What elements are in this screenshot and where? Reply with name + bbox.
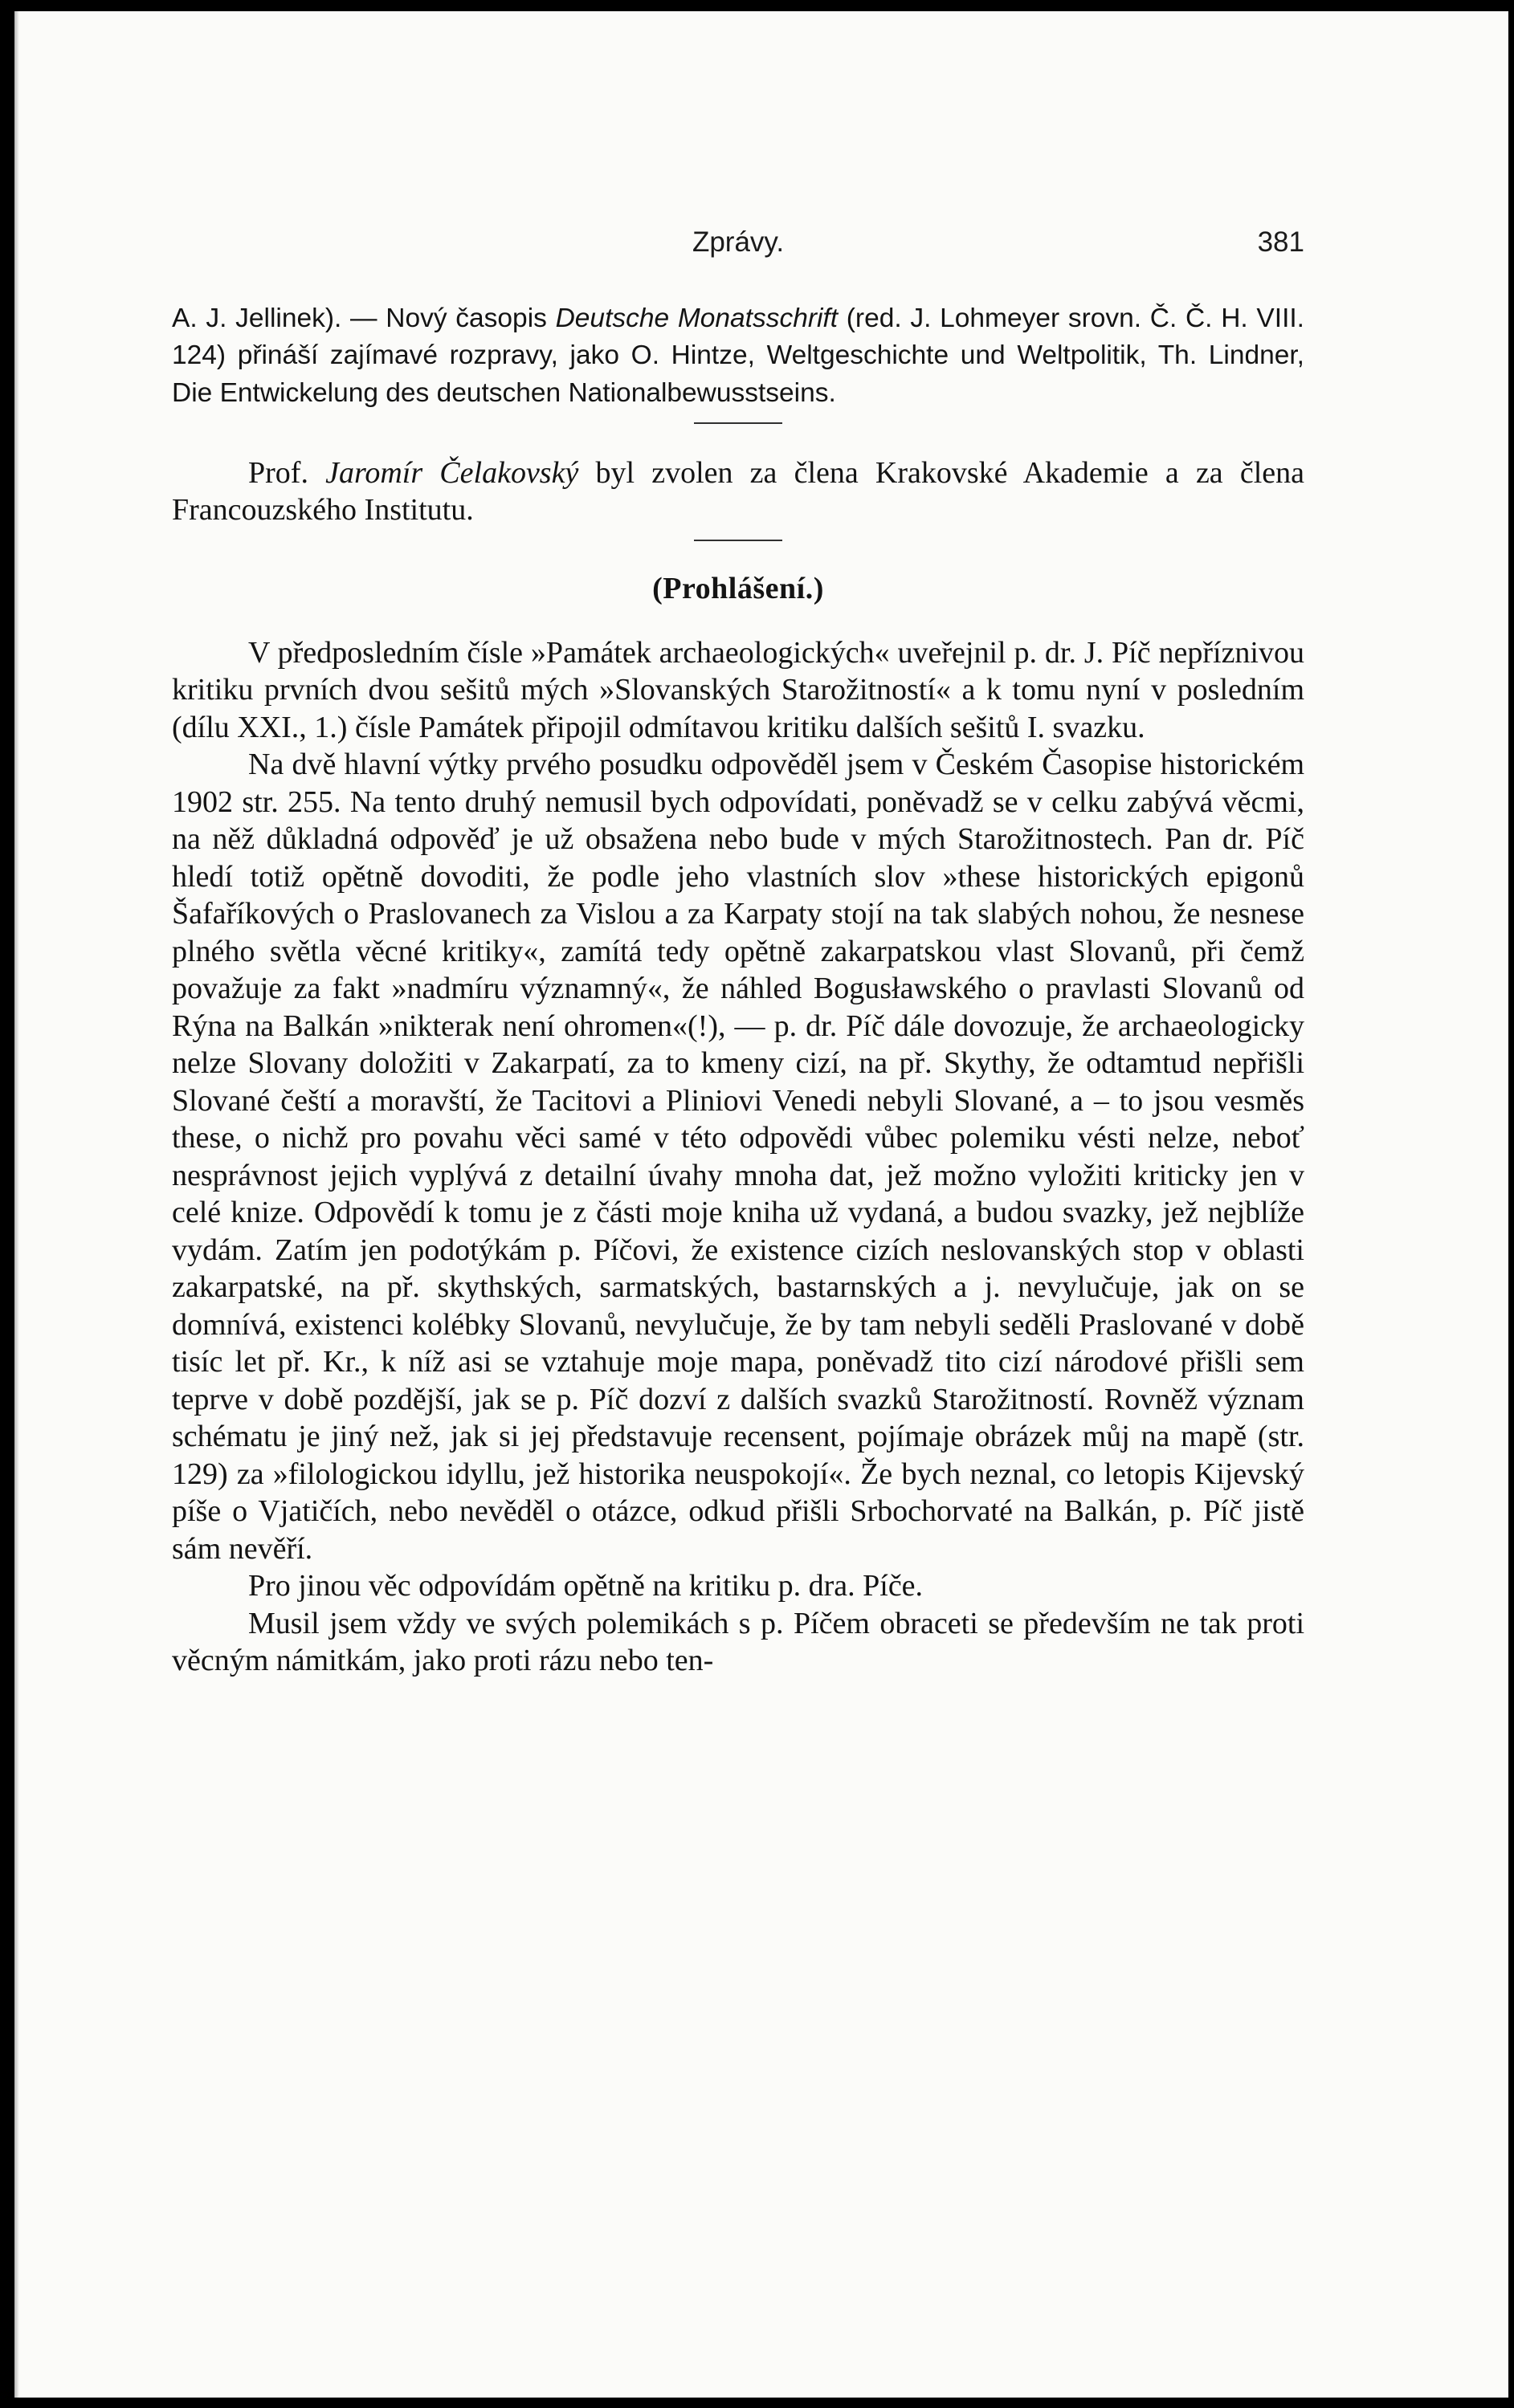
notice-monatsschrift-text-before: A. J. Jellinek). — Nový časopis [172,304,556,333]
page [14,11,1508,2398]
notice-celakovsky [172,454,1304,529]
person-name: Jaromír Čelakovský [325,455,579,490]
notice-monatsschrift [172,300,1304,412]
declaration-heading: (Prohlášení.) [652,571,824,605]
declaration-paragraph: Pro jinou věc odpovídám opětně na kritiku p. dra. Píče. [248,1569,924,1603]
section-divider [694,540,782,541]
page-number: 381 [1257,226,1304,258]
journal-title: Deutsche Monatsschrift [555,304,839,333]
running-title: Zprávy. [692,226,785,258]
page-header [172,226,1304,267]
declaration-paragraph: V předposledním čísle »Památek archaeologických« uveřejnil p. dr. J. Píč nepříznivou kritiku prvních dvou sešitů mých »Slovanských Starožitností« a k tomu nyní v posledním (dílu XXI., 1.) čísle Památek připojil odmítavou kritiku dalších sešitů I. svazku. [172,635,1304,744]
notice-celakovsky-text-before: Prof. [248,455,326,490]
notice-monatsschrift-text-after: (red. J. Lohmeyer srovn. Č. Č. H. VIII. 124) přináší zajímavé rozpravy, jako O. Hintze, Weltgeschichte und Weltpolitik, Th. Lindner, Die Entwickelung des deutschen Nationalbewusstseins. [172,304,1304,408]
notice-celakovsky-text-after: byl zvolen za člena Krakovské Akademie a za člena Francouzského Institutu. [172,455,1304,528]
text-body [172,300,1304,1680]
section-divider [694,422,782,424]
declaration-paragraph: Musil jsem vždy ve svých polemikách s p. Píčem obraceti se především ne tak proti věcným námitkám, jako proti rázu nebo ten- [172,1606,1304,1678]
declaration-paragraph: Na dvě hlavní výtky prvého posudku odpověděl jsem v Českém Časopise historickém 1902 str. 255. Na tento druhý nemusil bych odpovídati, poněvadž se v celku zabývá věcmi, na něž důkladná odpověď je už obsažena nebo bude v mých Starožitnostech. Pan dr. Píč hledí totiž opětně dovoditi, že podle jeho vlastních slov »these historických epigonů Šafaříkových o Praslovanech za Vislou a za Karpaty stojí na tak slabých nohou, že nesnese plného světla věcné kritiky«, zamítá tedy opětně zakarpatskou vlast Slovanů, při čemž považuje za fakt »nadmíru významný«, že náhled Bogusławského o pravlasti Slovanů od Rýna na Balkán »nikterak není ohromen«(!), — p. dr. Píč dále dovozuje, že archaeologicky nelze Slovany doložiti v Zakarpatí, za to kmeny cizí, na př. Skythy, že odtamtud nepřišli Slované čeští a moravští, že Tacitovi a Pliniovi Venedi nebyli Slované, a – to jsou vesměs these, o nichž pro povahu věci samé v této odpovědi vůbec polemiku vésti nelze, neboť nesprávnost jejich vyplývá z detailní úvahy mnoha dat, jež možno vyložiti kriticky jen v celé knize. Odpovědí k tomu je z části moje kniha už vydaná, a budou svazky, jež nejblíže vydám. Zatím jen podotýkám p. Píčovi, že existence cizích neslovanských stop v oblasti zakarpatské, na př. skythských, sarmatských, bastarnských a j. nevylučuje, jak on se domnívá, existenci kolébky Slovanů, nevylučuje, že by tam nebyli seděli Praslované v době tisíc let př. Kr., k níž asi se vztahuje moje mapa, poněvadž tito cizí národové přišli sem teprve v době pozdější, jak se p. Píč dozví z dalších svazků Starožitností. Rovněž význam schématu je jiný než, jak si jej představuje recensent, pojímaje obrázek můj na mapě (str. 129) za »filologickou idyllu, jež historika neuspokojí«. Že bych neznal, co letopis Kijevský píše o Vjatičích, nebo nevěděl o otázce, odkud přišli Srbochorvaté na Balkán, p. Píč jistě sám nevěří. [172,748,1304,1566]
